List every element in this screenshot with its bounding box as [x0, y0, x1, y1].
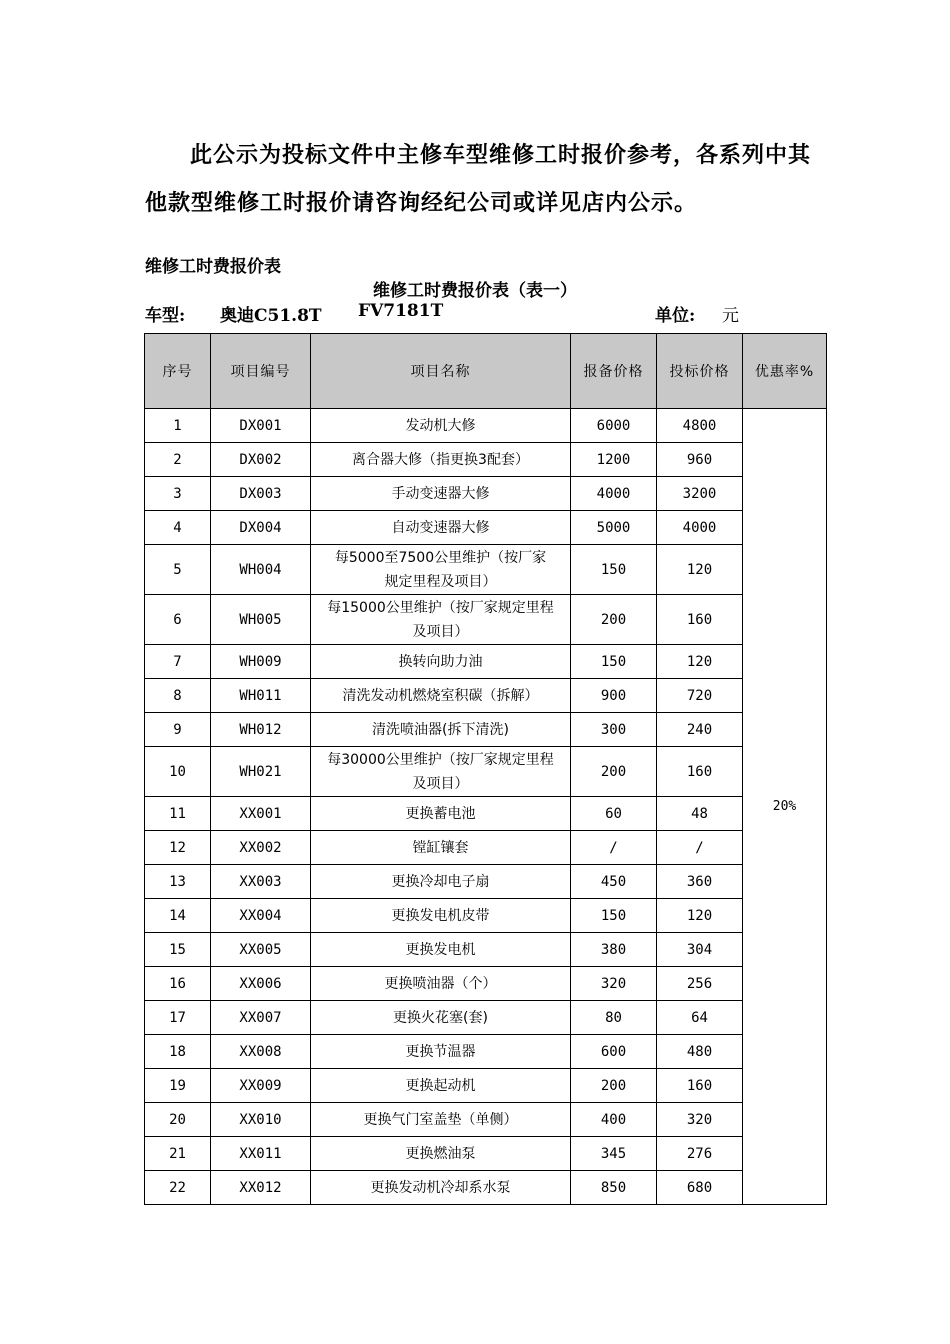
- item-name-text: 更换发电机皮带: [391, 907, 490, 924]
- cell-code: DX001: [211, 409, 311, 443]
- cell-no: 21: [145, 1137, 211, 1171]
- section-title: 维修工时费报价表: [145, 257, 281, 277]
- cell-code: XX001: [211, 797, 311, 831]
- cell-bid-price: 680: [657, 1171, 743, 1205]
- table-row: [145, 511, 827, 545]
- header-code: 项目编号: [211, 334, 311, 409]
- cell-name: [311, 933, 571, 967]
- table-caption: 维修工时费报价表（表一）: [373, 281, 577, 301]
- item-name-text: 离合器大修（指更换3配套）: [352, 451, 529, 468]
- table-row: [145, 1069, 827, 1103]
- cell-no: 13: [145, 865, 211, 899]
- cell-bid-price: 160: [657, 595, 743, 645]
- table-header-row: [145, 334, 827, 409]
- cell-filed-price: 900: [571, 679, 657, 713]
- cell-code: XX005: [211, 933, 311, 967]
- item-name-text: 每15000公里维护（按厂家规定里程及项目）: [327, 599, 554, 640]
- cell-no: 20: [145, 1103, 211, 1137]
- cell-code: WH009: [211, 645, 311, 679]
- item-name-text: 更换发动机冷却系水泵: [370, 1179, 511, 1196]
- cell-no: 12: [145, 831, 211, 865]
- cell-name: [311, 1035, 571, 1069]
- item-name-text: 更换发电机: [405, 941, 476, 958]
- header-filed-price: 报备价格: [571, 334, 657, 409]
- item-name-text: 更换节温器: [405, 1043, 476, 1060]
- cell-bid-price: 120: [657, 645, 743, 679]
- cell-filed-price: 4000: [571, 477, 657, 511]
- vehicle-code: FV7181T: [358, 301, 444, 321]
- cell-code: DX002: [211, 443, 311, 477]
- cell-name: [311, 443, 571, 477]
- item-name-text: 清洗喷油器(拆下清洗): [372, 721, 509, 738]
- table-row: [145, 1137, 827, 1171]
- cell-no: 17: [145, 1001, 211, 1035]
- cell-code: XX007: [211, 1001, 311, 1035]
- cell-name: [311, 409, 571, 443]
- cell-filed-price: 80: [571, 1001, 657, 1035]
- cell-bid-price: 720: [657, 679, 743, 713]
- cell-code: XX008: [211, 1035, 311, 1069]
- cell-no: 6: [145, 595, 211, 645]
- cell-code: WH004: [211, 545, 311, 595]
- cell-bid-price: 304: [657, 933, 743, 967]
- cell-code: XX006: [211, 967, 311, 1001]
- table-row: [145, 443, 827, 477]
- item-name-text: 镗缸镶套: [412, 839, 469, 856]
- cell-name: [311, 679, 571, 713]
- cell-name: [311, 511, 571, 545]
- cell-name: [311, 1171, 571, 1205]
- header-bid-price: 投标价格: [657, 334, 743, 409]
- vehicle-model: 奥迪C51.8T: [220, 306, 322, 326]
- table-row: [145, 713, 827, 747]
- header-no: 序号: [145, 334, 211, 409]
- table-row: [145, 831, 827, 865]
- cell-code: XX009: [211, 1069, 311, 1103]
- table-row: [145, 595, 827, 645]
- item-name-text: 更换气门室盖垫（单侧）: [363, 1111, 518, 1128]
- cell-bid-price: 120: [657, 545, 743, 595]
- cell-name: [311, 797, 571, 831]
- item-name-text: 更换起动机: [405, 1077, 476, 1094]
- cell-bid-price: 160: [657, 1069, 743, 1103]
- cell-no: 10: [145, 747, 211, 797]
- cell-code: XX004: [211, 899, 311, 933]
- cell-code: WH021: [211, 747, 311, 797]
- cell-code: DX004: [211, 511, 311, 545]
- table-row: [145, 967, 827, 1001]
- cell-no: 9: [145, 713, 211, 747]
- cell-no: 4: [145, 511, 211, 545]
- table-body: [145, 409, 827, 1205]
- cell-bid-price: 256: [657, 967, 743, 1001]
- cell-filed-price: 200: [571, 747, 657, 797]
- cell-bid-price: 240: [657, 713, 743, 747]
- item-name-text: 清洗发动机燃烧室积碳（拆解）: [342, 687, 539, 704]
- cell-no: 3: [145, 477, 211, 511]
- cell-bid-price: 160: [657, 747, 743, 797]
- cell-filed-price: 300: [571, 713, 657, 747]
- cell-filed-price: 200: [571, 595, 657, 645]
- cell-no: 22: [145, 1171, 211, 1205]
- cell-discount-rate: 20%: [743, 409, 827, 1205]
- table-row: [145, 933, 827, 967]
- cell-filed-price: 150: [571, 545, 657, 595]
- table-row: [145, 679, 827, 713]
- price-table: [144, 333, 827, 1205]
- item-name-text: 每5000至7500公里维护（按厂家规定里程及项目）: [334, 549, 547, 590]
- cell-no: 1: [145, 409, 211, 443]
- cell-bid-price: 320: [657, 1103, 743, 1137]
- cell-bid-price: 360: [657, 865, 743, 899]
- item-name-text: 更换蓄电池: [405, 805, 476, 822]
- table-row: [145, 1035, 827, 1069]
- model-label: 车型:: [145, 306, 186, 326]
- table-row: [145, 545, 827, 595]
- cell-bid-price: 960: [657, 443, 743, 477]
- cell-bid-price: 48: [657, 797, 743, 831]
- table-row: [145, 1103, 827, 1137]
- cell-code: XX010: [211, 1103, 311, 1137]
- cell-filed-price: 5000: [571, 511, 657, 545]
- intro-line-1: 此公示为投标文件中主修车型维修工时报价参考，各系列中其: [190, 142, 812, 168]
- cell-no: 11: [145, 797, 211, 831]
- cell-code: XX012: [211, 1171, 311, 1205]
- item-name-text: 更换燃油泵: [405, 1145, 476, 1162]
- cell-no: 2: [145, 443, 211, 477]
- cell-code: WH011: [211, 679, 311, 713]
- cell-name: [311, 645, 571, 679]
- table-row: [145, 645, 827, 679]
- cell-no: 15: [145, 933, 211, 967]
- cell-filed-price: 60: [571, 797, 657, 831]
- cell-bid-price: /: [657, 831, 743, 865]
- cell-code: XX011: [211, 1137, 311, 1171]
- cell-code: DX003: [211, 477, 311, 511]
- table-row: [145, 797, 827, 831]
- cell-no: 18: [145, 1035, 211, 1069]
- cell-filed-price: 150: [571, 645, 657, 679]
- cell-name: [311, 713, 571, 747]
- cell-bid-price: 4000: [657, 511, 743, 545]
- cell-bid-price: 276: [657, 1137, 743, 1171]
- header-discount-rate: 优惠率%: [743, 334, 827, 409]
- table-row: [145, 409, 827, 443]
- item-name-text: 自动变速器大修: [391, 519, 490, 536]
- cell-filed-price: 380: [571, 933, 657, 967]
- cell-filed-price: 150: [571, 899, 657, 933]
- cell-filed-price: 450: [571, 865, 657, 899]
- cell-name: [311, 1001, 571, 1035]
- cell-filed-price: 200: [571, 1069, 657, 1103]
- unit-value: 元: [722, 306, 739, 326]
- cell-code: XX002: [211, 831, 311, 865]
- item-name-text: 换转向助力油: [398, 653, 483, 670]
- cell-filed-price: 6000: [571, 409, 657, 443]
- item-name-text: 手动变速器大修: [391, 485, 490, 502]
- cell-name: [311, 545, 571, 595]
- cell-name: [311, 1137, 571, 1171]
- cell-name: [311, 1069, 571, 1103]
- cell-name: [311, 831, 571, 865]
- table-row: [145, 1171, 827, 1205]
- cell-no: 16: [145, 967, 211, 1001]
- item-name-text: 更换火花塞(套): [393, 1009, 488, 1026]
- cell-bid-price: 64: [657, 1001, 743, 1035]
- cell-filed-price: /: [571, 831, 657, 865]
- table-row: [145, 1001, 827, 1035]
- item-name-text: 每30000公里维护（按厂家规定里程及项目）: [327, 751, 554, 792]
- table-row: [145, 899, 827, 933]
- cell-filed-price: 320: [571, 967, 657, 1001]
- item-name-text: 更换喷油器（个）: [384, 975, 497, 992]
- cell-no: 7: [145, 645, 211, 679]
- cell-filed-price: 400: [571, 1103, 657, 1137]
- cell-no: 5: [145, 545, 211, 595]
- cell-filed-price: 850: [571, 1171, 657, 1205]
- table-row: [145, 747, 827, 797]
- cell-name: [311, 595, 571, 645]
- cell-bid-price: 3200: [657, 477, 743, 511]
- item-name-text: 发动机大修: [405, 417, 476, 434]
- cell-filed-price: 1200: [571, 443, 657, 477]
- cell-filed-price: 600: [571, 1035, 657, 1069]
- cell-name: [311, 865, 571, 899]
- cell-bid-price: 120: [657, 899, 743, 933]
- cell-name: [311, 899, 571, 933]
- table-row: [145, 477, 827, 511]
- cell-code: WH005: [211, 595, 311, 645]
- cell-no: 19: [145, 1069, 211, 1103]
- cell-code: XX003: [211, 865, 311, 899]
- cell-filed-price: 345: [571, 1137, 657, 1171]
- cell-bid-price: 480: [657, 1035, 743, 1069]
- unit-label: 单位:: [655, 306, 696, 326]
- table-row: [145, 865, 827, 899]
- item-name-text: 更换冷却电子扇: [391, 873, 490, 890]
- cell-code: WH012: [211, 713, 311, 747]
- cell-no: 14: [145, 899, 211, 933]
- intro-line-2: 他款型维修工时报价请咨询经纪公司或详见店内公示。: [145, 190, 698, 216]
- cell-name: [311, 1103, 571, 1137]
- cell-no: 8: [145, 679, 211, 713]
- cell-name: [311, 747, 571, 797]
- header-name: 项目名称: [311, 334, 571, 409]
- cell-name: [311, 477, 571, 511]
- cell-bid-price: 4800: [657, 409, 743, 443]
- cell-name: [311, 967, 571, 1001]
